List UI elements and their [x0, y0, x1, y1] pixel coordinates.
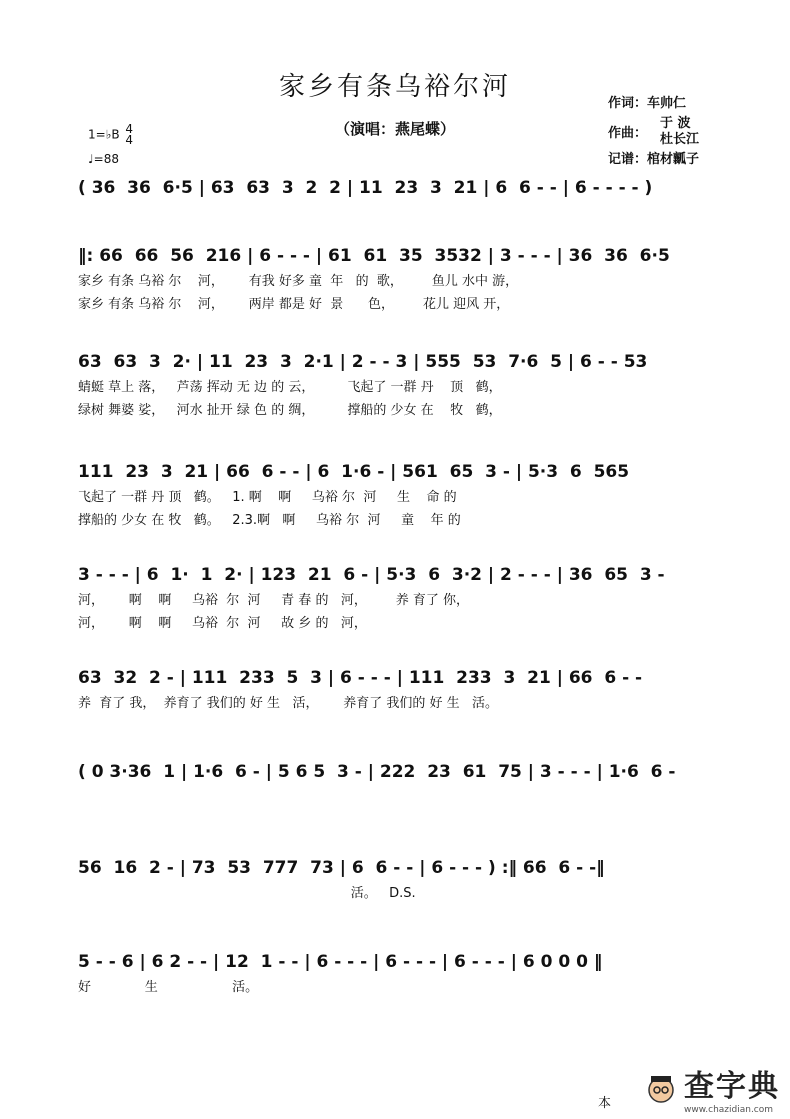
- lyric-row: 飞起了 一群 丹 顶 鹤。 1. 啊 啊 乌裕 尔 河 生 命 的: [78, 490, 457, 505]
- lyric-row: 撑船的 少女 在 牧 鹤。 2.3.啊 啊 乌裕 尔 河 童 年 的: [78, 513, 461, 528]
- song-title: 家乡有条乌裕尔河: [278, 72, 511, 102]
- singer-line: （演唱：燕尾蝶）: [334, 120, 455, 138]
- time-signature-top: 4: [125, 122, 134, 136]
- lyric-row: 河， 啊 啊 乌裕 尔 河 故 乡 的 河，: [78, 616, 367, 631]
- composer-label: 作曲：: [608, 126, 648, 141]
- composer-2: 杜长江: [660, 132, 700, 147]
- lyric-row: 绿树 舞婆 娑， 河水 扯开 绿 色 的 绸， 撑船的 少女 在 牧 鹤，: [78, 403, 502, 418]
- score-line: [78, 952, 738, 995]
- watermark-text: 查字典: [684, 1069, 780, 1104]
- key-signature: [88, 124, 133, 146]
- score-line: [78, 178, 738, 198]
- score-line: [78, 246, 738, 312]
- score-line: [78, 352, 738, 418]
- notation-row: 111 23 3 21 | 66 6 - - | 6 1·6 - | 561 65 3 - | 5·3 6 565: [78, 462, 630, 482]
- notation-row: 5 - - 6 | 6 2 - - | 12 1 - - | 6 - - - | 6 - - - | 6 - - - | 6 0 0 0 ‖: [78, 952, 603, 972]
- key-label: 1=♭B: [88, 127, 120, 142]
- transcriber-credit: 记谱：棺材瓤子: [608, 152, 700, 167]
- lyric-row: 家乡 有条 乌裕 尔 河， 有我 好多 童 年 的 歌， 鱼儿 水中 游，: [78, 274, 519, 289]
- notation-row: 3 - - - | 6 1· 1 2· | 123 21 6 - | 5·3 6 3·2 | 2 - - - | 36 65 3 -: [78, 565, 665, 585]
- lyric-row: 蜻蜓 草上 落， 芦荡 挥动 无 边 的 云， 飞起了 一群 丹 顶 鹤，: [78, 380, 502, 395]
- watermark-url: www.chazidian.com: [684, 1105, 774, 1115]
- lyric-row: 河， 啊 啊 乌裕 尔 河 青 春 的 河， 养 育了 你，: [78, 593, 470, 608]
- score-line: [78, 565, 738, 631]
- lyric-row: 活。 D.S.: [78, 886, 416, 901]
- score-line: [78, 668, 738, 711]
- score-line: [78, 462, 738, 528]
- watermark: [644, 1061, 780, 1115]
- composer-1: 于 波: [660, 116, 691, 131]
- time-signature-bottom: 4: [125, 133, 134, 147]
- notation-row: ( 0 3·36 1 | 1·6 6 - | 5 6 5 3 - | 222 23 61 75 | 3 - - - | 1·6 6 -: [78, 762, 676, 782]
- corner-mark: 本: [598, 1096, 612, 1111]
- notation-row: 63 32 2 - | 111 233 5 3 | 6 - - - | 111 233 3 21 | 66 6 - -: [78, 668, 643, 688]
- notation-row: 63 63 3 2· | 11 23 3 2·1 | 2 - - 3 | 555 53 7·6 5 | 6 - - 53: [78, 352, 648, 372]
- notation-row: ‖: 66 66 56 216 | 6 - - - | 61 61 35 3532 | 3 - - - | 36 36 6·5: [78, 246, 670, 266]
- score-line: [78, 858, 738, 901]
- tempo-marking: ♩=88: [88, 152, 119, 166]
- notation-row: ( 36 36 6·5 | 63 63 3 2 2 | 11 23 3 21 | 6 6 - - | 6 - - - - ): [78, 178, 653, 198]
- notation-row: 56 16 2 - | 73 53 777 73 | 6 6 - - | 6 - - - ) :‖ 66 6 - -‖: [78, 858, 605, 878]
- lyric-row: 养 育了 我， 养育了 我们的 好 生 活， 养育了 我们的 好 生 活。: [78, 696, 499, 711]
- lyricist-credit: 作词：车帅仁: [608, 96, 687, 111]
- watermark-logo-icon: [644, 1071, 678, 1105]
- lyric-row: 家乡 有条 乌裕 尔 河， 两岸 都是 好 景 色， 花儿 迎风 开，: [78, 297, 510, 312]
- score-line: [78, 762, 738, 782]
- lyric-row: 好 生 活。: [78, 980, 259, 995]
